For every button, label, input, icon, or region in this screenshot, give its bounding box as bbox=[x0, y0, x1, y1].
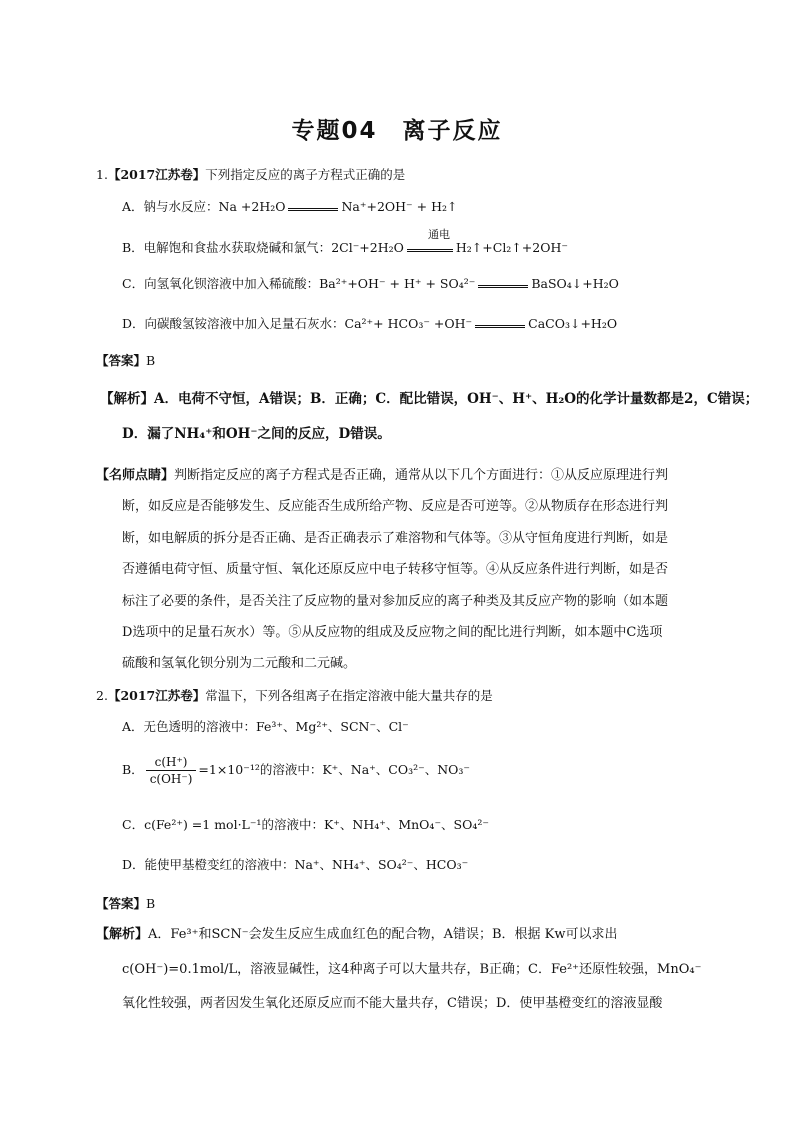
q1-note-label-line bbox=[96, 466, 668, 486]
question-number: 1. bbox=[96, 167, 108, 182]
note-text: 判断指定反应的离子方程式是否正确，通常从以下几个方面进行：①从反应原理进行判 bbox=[174, 468, 669, 483]
fraction-numerator: c(H⁺) bbox=[146, 754, 197, 771]
explanation-label: 【解析】 bbox=[100, 391, 154, 407]
explanation-text: A．Fe³⁺和SCN⁻会发生反应生成血红色的配合物，A错误；B．根据 Kw可以求出 bbox=[148, 927, 618, 942]
q1-explanation-line-1 bbox=[100, 389, 758, 409]
question-source: 【2017江苏卷】 bbox=[107, 167, 206, 182]
answer-label: 【答案】 bbox=[96, 353, 147, 368]
note-label: 【名师点睛】 bbox=[96, 468, 175, 483]
question-text: 常温下，下列各组离子在指定溶液中能大量共存的是 bbox=[205, 688, 493, 703]
concentration-fraction bbox=[146, 754, 197, 787]
answer-value: B bbox=[146, 353, 156, 368]
option-prefix: B．电解饱和食盐水获取烧碱和氯气： bbox=[122, 240, 332, 255]
equals-sign bbox=[475, 321, 525, 328]
q2-explanation-line-3: 氧化性较强，两者因发生氧化还原反应而不能大量共存，C错误；D．使甲基橙变红的溶液显酸 bbox=[122, 996, 663, 1011]
option-text: =1×10⁻¹²的溶液中：K⁺、Na⁺、CO₃²⁻、NO₃⁻ bbox=[198, 762, 470, 777]
option-prefix: D．向碳酸氢铵溶液中加入足量石灰水： bbox=[122, 316, 345, 331]
q1-answer bbox=[96, 351, 155, 371]
equation-left: Ca²⁺+ HCO₃⁻ +OH⁻ bbox=[344, 316, 473, 331]
equation-right: BaSO₄↓+H₂O bbox=[531, 276, 619, 291]
equation-left: Ba²⁺+OH⁻ + H⁺ + SO₄²⁻ bbox=[319, 276, 476, 291]
equals-sign bbox=[407, 245, 453, 252]
option-prefix: C．向氢氧化钡溶液中加入稀硫酸： bbox=[122, 276, 320, 291]
equation-left: Na +2H₂O bbox=[218, 199, 286, 214]
question-text: 下列指定反应的离子方程式正确的是 bbox=[205, 167, 406, 182]
question-2-stem bbox=[96, 686, 493, 706]
reaction-condition: 通电 bbox=[428, 228, 450, 241]
page-title: 专题04 离子反应 bbox=[291, 118, 503, 144]
answer-label: 【答案】 bbox=[96, 896, 147, 911]
note-line: 硫酸和氢氧化钡分别为二元酸和二元碱。 bbox=[122, 656, 357, 671]
explanation-text: A．电荷不守恒，A错误；B．正确；C．配比错误，OH⁻、H⁺、H₂O的化学计量数都是2，C错误； bbox=[154, 391, 759, 407]
equation-right: Na⁺+2OH⁻ + H₂↑ bbox=[341, 199, 458, 214]
note-line: 断，如反应是否能够发生、反应能否生成所给产物、反应是否可逆等。②从物质存在形态进行判 bbox=[122, 499, 669, 514]
answer-value: B bbox=[146, 896, 156, 911]
equation-right: H₂↑+Cl₂↑+2OH⁻ bbox=[455, 240, 568, 255]
q1-option-b bbox=[122, 238, 568, 258]
fraction-denominator: c(OH⁻) bbox=[149, 772, 193, 786]
q1-option-a bbox=[122, 197, 457, 217]
note-line: 否遵循电荷守恒、质量守恒、氧化还原反应中电子转移守恒等。④从反应条件进行判断，如是否 bbox=[122, 562, 669, 577]
q2-option-b bbox=[122, 752, 470, 788]
equals-sign bbox=[288, 204, 338, 211]
note-line: D选项中的足量石灰水）等。⑤从反应物的组成及反应物之间的配比进行判断，如本题中C选项 bbox=[122, 625, 663, 640]
q1-option-d bbox=[122, 314, 617, 334]
equation-right: CaCO₃↓+H₂O bbox=[528, 316, 618, 331]
note-line: 断，如电解质的拆分是否正确、是否正确表示了难溶物和气体等。③从守恒角度进行判断，如是 bbox=[122, 531, 669, 546]
q2-option-a: A．无色透明的溶液中：Fe³⁺、Mg²⁺、SCN⁻、Cl⁻ bbox=[122, 719, 409, 734]
q2-option-c: C．c(Fe²⁺) =1 mol·L⁻¹的溶液中：K⁺、NH₄⁺、MnO₄⁻、SO₄²⁻ bbox=[122, 817, 489, 832]
q2-explanation-line-2: c(OH⁻)=0.1mol/L，溶液显碱性，这4种离子可以大量共存，B正确；C．Fe²⁺还原性较强，MnO₄⁻ bbox=[122, 962, 702, 977]
explanation-label: 【解析】 bbox=[96, 927, 149, 942]
equals-sign bbox=[478, 281, 528, 288]
equation-left: 2Cl⁻+2H₂O bbox=[331, 240, 404, 255]
q1-explanation-line-2: D．漏了NH₄⁺和OH⁻之间的反应，D错误。 bbox=[122, 426, 391, 442]
option-prefix: B． bbox=[122, 762, 144, 777]
q2-option-d: D．能使甲基橙变红的溶液中：Na⁺、NH₄⁺、SO₄²⁻、HCO₃⁻ bbox=[122, 857, 469, 872]
option-prefix: A．钠与水反应： bbox=[122, 199, 219, 214]
question-source: 【2017江苏卷】 bbox=[107, 688, 206, 703]
question-number: 2. bbox=[96, 688, 108, 703]
q2-explanation-line-1 bbox=[96, 925, 617, 945]
q1-option-c bbox=[122, 274, 619, 294]
note-line: 标注了必要的条件，是否关注了反应物的量对参加反应的离子种类及其反应产物的影响（如本题 bbox=[122, 594, 669, 609]
q2-answer bbox=[96, 894, 155, 914]
question-1-stem bbox=[96, 165, 405, 185]
